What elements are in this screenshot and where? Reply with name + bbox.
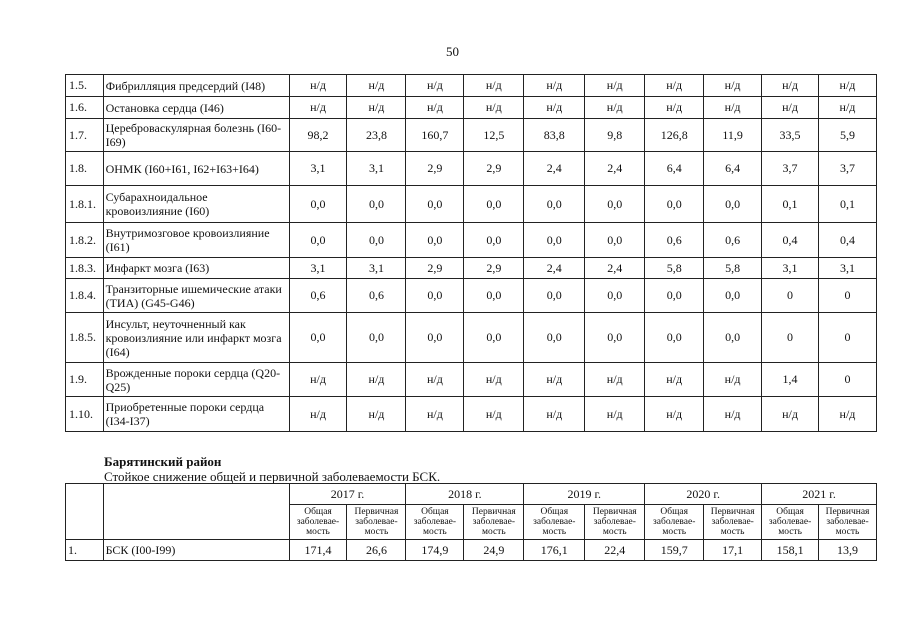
value-cell: н/д [818, 397, 876, 432]
value-cell: 3,7 [762, 152, 819, 186]
value-cell: 0,6 [645, 223, 704, 258]
value-cell: 3,1 [289, 258, 347, 279]
value-cell: 0 [818, 279, 876, 313]
value-cell: 5,8 [645, 258, 704, 279]
value-cell: 126,8 [645, 119, 704, 152]
value-cell: 3,1 [347, 258, 406, 279]
row-number: 1. [66, 540, 104, 561]
value-cell: н/д [585, 97, 645, 119]
general-morbidity-header: Общая заболевае-мость [645, 505, 704, 540]
value-cell: 0,0 [524, 279, 585, 313]
value-cell: 9,8 [585, 119, 645, 152]
value-cell: 0,0 [585, 186, 645, 223]
value-cell: 23,8 [347, 119, 406, 152]
value-cell: н/д [464, 363, 524, 397]
primary-morbidity-header: Первичная заболевае-мость [704, 505, 762, 540]
row-number: 1.6. [66, 97, 104, 119]
value-cell: 2,9 [406, 258, 464, 279]
value-cell: 160,7 [406, 119, 464, 152]
value-cell: 6,4 [645, 152, 704, 186]
value-cell: 3,1 [762, 258, 819, 279]
row-number: 1.8. [66, 152, 104, 186]
value-cell: н/д [406, 75, 464, 97]
value-cell: н/д [464, 75, 524, 97]
value-cell: 11,9 [704, 119, 762, 152]
value-cell: н/д [289, 363, 347, 397]
value-cell: 0,0 [524, 186, 585, 223]
row-number: 1.8.4. [66, 279, 104, 313]
value-cell: н/д [289, 97, 347, 119]
row-name: Остановка сердца (I46) [103, 97, 289, 119]
value-cell: 0,0 [289, 313, 347, 363]
value-cell: 6,4 [704, 152, 762, 186]
primary-morbidity-header: Первичная заболевае-мость [585, 505, 645, 540]
row-number: 1.5. [66, 75, 104, 97]
table-row [66, 186, 877, 223]
value-cell: 0 [762, 279, 819, 313]
value-cell: 22,4 [585, 540, 645, 561]
value-cell: 0,0 [704, 313, 762, 363]
value-cell: н/д [818, 97, 876, 119]
table-row [66, 97, 877, 119]
value-cell: 0,6 [289, 279, 347, 313]
value-cell: н/д [585, 397, 645, 432]
value-cell: н/д [585, 363, 645, 397]
value-cell: н/д [524, 97, 585, 119]
value-cell: 0,1 [762, 186, 819, 223]
value-cell: 0,4 [762, 223, 819, 258]
table-row [66, 363, 877, 397]
value-cell: н/д [818, 75, 876, 97]
value-cell: 159,7 [645, 540, 704, 561]
value-cell: 26,6 [347, 540, 406, 561]
value-cell: н/д [347, 363, 406, 397]
value-cell: 0,0 [289, 223, 347, 258]
value-cell: 0,0 [464, 313, 524, 363]
value-cell: 0,0 [585, 223, 645, 258]
value-cell: 0 [818, 313, 876, 363]
value-cell: 5,9 [818, 119, 876, 152]
value-cell: н/д [645, 97, 704, 119]
page-number: 50 [446, 44, 459, 59]
district-heading: Барятинский район [104, 454, 222, 469]
value-cell: н/д [406, 397, 464, 432]
row-name: Приобретенные пороки сердца (I34-I37) [103, 397, 289, 432]
year-header: 2017 г. [289, 484, 406, 505]
year-header: 2018 г. [406, 484, 524, 505]
value-cell: н/д [704, 75, 762, 97]
year-header: 2020 г. [645, 484, 762, 505]
row-name: Врожденные пороки сердца (Q20-Q25) [103, 363, 289, 397]
table-row [66, 313, 877, 363]
general-morbidity-header: Общая заболевае-мость [762, 505, 819, 540]
value-cell: 24,9 [464, 540, 524, 561]
value-cell: 0,0 [347, 223, 406, 258]
value-cell: 0,0 [645, 279, 704, 313]
value-cell: н/д [645, 397, 704, 432]
row-name: Инфаркт мозга (I63) [103, 258, 289, 279]
value-cell: 2,9 [464, 258, 524, 279]
value-cell: 0,0 [406, 313, 464, 363]
value-cell: н/д [524, 397, 585, 432]
row-number: 1.9. [66, 363, 104, 397]
value-cell: 0,0 [406, 186, 464, 223]
primary-morbidity-header: Первичная заболевае-мость [819, 505, 877, 540]
value-cell: н/д [704, 397, 762, 432]
value-cell: 0,0 [464, 279, 524, 313]
value-cell: н/д [347, 97, 406, 119]
value-cell: 0,6 [704, 223, 762, 258]
value-cell: 3,1 [289, 152, 347, 186]
value-cell: 3,7 [818, 152, 876, 186]
primary-morbidity-header: Первичная заболевае-мость [347, 505, 406, 540]
row-number: 1.8.5. [66, 313, 104, 363]
value-cell: 0 [818, 363, 876, 397]
table-row [66, 397, 877, 432]
value-cell: 0 [762, 313, 819, 363]
year-header: 2021 г. [762, 484, 877, 505]
value-cell: н/д [406, 363, 464, 397]
value-cell: 3,1 [818, 258, 876, 279]
value-cell: 0,0 [406, 223, 464, 258]
value-cell: 2,9 [464, 152, 524, 186]
value-cell: н/д [645, 75, 704, 97]
value-cell: 2,4 [585, 152, 645, 186]
general-morbidity-header: Общая заболевае-мость [524, 505, 585, 540]
table-row [66, 75, 877, 97]
value-cell: 174,9 [406, 540, 464, 561]
value-cell: 0,0 [524, 313, 585, 363]
value-cell: н/д [524, 363, 585, 397]
value-cell: н/д [464, 397, 524, 432]
year-header-row [66, 484, 877, 505]
value-cell: н/д [762, 97, 819, 119]
district-subtitle: Стойкое снижение общей и первичной заболеваемости БСК. [104, 469, 441, 484]
value-cell: 0,0 [464, 186, 524, 223]
row-name: ОНМК (I60+I61, I62+I63+I64) [103, 152, 289, 186]
row-name: Транзиторные ишемические атаки (ТИА) (G45-G46) [103, 279, 289, 313]
value-cell: 0,0 [406, 279, 464, 313]
value-cell: 33,5 [762, 119, 819, 152]
value-cell: 3,1 [347, 152, 406, 186]
value-cell: 0,0 [704, 186, 762, 223]
value-cell: н/д [289, 397, 347, 432]
table-row [66, 279, 877, 313]
value-cell: 176,1 [524, 540, 585, 561]
value-cell: 0,0 [524, 223, 585, 258]
value-cell: 2,4 [524, 258, 585, 279]
row-name: Инсульт, неуточненный как кровоизлияние или инфаркт мозга (I64) [103, 313, 289, 363]
header-blank-no [66, 484, 104, 540]
row-name: БСК (I00-I99) [103, 540, 289, 561]
header-blank-name [103, 484, 289, 540]
value-cell: 0,0 [585, 279, 645, 313]
value-cell: н/д [762, 75, 819, 97]
value-cell: 0,0 [645, 186, 704, 223]
value-cell: н/д [645, 363, 704, 397]
table-row [66, 540, 877, 561]
value-cell: н/д [704, 97, 762, 119]
value-cell: н/д [762, 397, 819, 432]
row-number: 1.10. [66, 397, 104, 432]
general-morbidity-header: Общая заболевае-мость [289, 505, 347, 540]
value-cell: 171,4 [289, 540, 347, 561]
general-morbidity-header: Общая заболевае-мость [406, 505, 464, 540]
row-number: 1.7. [66, 119, 104, 152]
value-cell: 0,0 [347, 313, 406, 363]
value-cell: 0,0 [704, 279, 762, 313]
value-cell: 0,6 [347, 279, 406, 313]
row-number: 1.8.2. [66, 223, 104, 258]
value-cell: н/д [585, 75, 645, 97]
value-cell: 13,9 [819, 540, 877, 561]
value-cell: 158,1 [762, 540, 819, 561]
table-row [66, 223, 877, 258]
value-cell: 0,0 [347, 186, 406, 223]
row-name: Фибрилляция предсердий (I48) [103, 75, 289, 97]
value-cell: 12,5 [464, 119, 524, 152]
value-cell: 2,4 [585, 258, 645, 279]
row-number: 1.8.3. [66, 258, 104, 279]
row-number: 1.8.1. [66, 186, 104, 223]
morbidity-table [65, 74, 877, 432]
value-cell: 17,1 [704, 540, 762, 561]
row-name: Внутримозговое кровоизлияние (I61) [103, 223, 289, 258]
value-cell: н/д [704, 363, 762, 397]
value-cell: 0,4 [818, 223, 876, 258]
value-cell: 2,9 [406, 152, 464, 186]
primary-morbidity-header: Первичная заболевае-мость [464, 505, 524, 540]
district-table [65, 483, 877, 561]
value-cell: н/д [347, 397, 406, 432]
table-row [66, 119, 877, 152]
value-cell: 0,1 [818, 186, 876, 223]
value-cell: 2,4 [524, 152, 585, 186]
value-cell: н/д [406, 97, 464, 119]
value-cell: н/д [347, 75, 406, 97]
value-cell: н/д [524, 75, 585, 97]
value-cell: 0,0 [585, 313, 645, 363]
value-cell: 0,0 [464, 223, 524, 258]
row-name: Цереброваскулярная болезнь (I60-I69) [103, 119, 289, 152]
value-cell: 83,8 [524, 119, 585, 152]
value-cell: 0,0 [645, 313, 704, 363]
value-cell: 5,8 [704, 258, 762, 279]
table-row [66, 152, 877, 186]
table-row [66, 258, 877, 279]
row-name: Субарахноидальное кровоизлияние (I60) [103, 186, 289, 223]
value-cell: 0,0 [289, 186, 347, 223]
value-cell: 98,2 [289, 119, 347, 152]
value-cell: 1,4 [762, 363, 819, 397]
value-cell: н/д [464, 97, 524, 119]
year-header: 2019 г. [524, 484, 645, 505]
value-cell: н/д [289, 75, 347, 97]
